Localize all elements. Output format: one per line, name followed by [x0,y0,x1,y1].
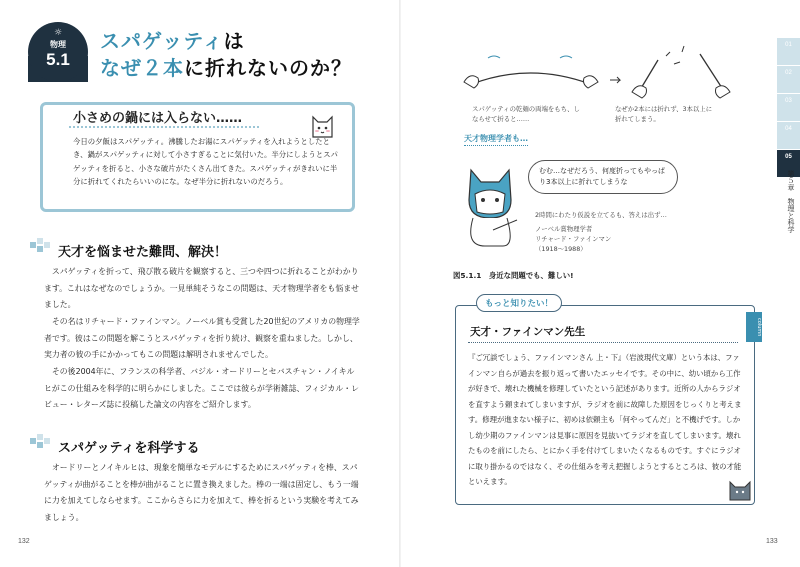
intro-heading: 小さめの鍋には入らない…… [73,111,243,126]
illustration-note: 2時間にわたり仮説を立てるも、答えは出ず… [535,211,667,219]
illustration-caption: スパゲッティの乾麺の両端をもち、しならせて折ると…… [472,105,580,123]
cat-icon [726,474,754,502]
intro-divider [69,126,259,128]
intro-body: 今日の夕飯はスパゲッティ。沸騰したお湯にスパゲッティを入れようとしたとき、鍋がスパゲッティに対して小さすぎることに気付いた。半分にしようとスパゲッティを折ると、小さな破片がたくさん出てきた。スパゲッティがきれいに半分に折れてくれたらいいのにな。なぜ半分に折れないのだろう。 [73,137,338,186]
column-tag: もっと知りたい！ [476,294,562,312]
chapter-tab[interactable]: 02 [777,66,800,94]
column-side-tab: column [746,312,762,342]
hands-icon [460,44,750,104]
title-part: は [223,29,245,53]
chapter-tab[interactable]: 01 [777,38,800,66]
title-part: 折れないのか？ [205,56,352,80]
column-divider [468,342,738,343]
paragraph: スパゲッティを折って、飛び散る破片を観察すると、三つや四つに折れることがわかります。これはなぜなのでしょうか。一見単純そうなこの問題は、天才物理学者をも悩ませました。 [44,267,359,309]
dots-decoration [28,432,56,452]
section-heading: 天才を悩ませた難問、解決！ [58,245,228,260]
paragraph: オードリーとノイキルヒは、現象を簡単なモデルにするためにスパゲッティを棒、スパゲッティが曲がることを棒が曲がることに置き換えました。棒の一端は固定し、もう一端に力を加えてしならせます。ここからさらに力を加えて、棒を折るという実験を考えてみましょう。 [44,463,359,522]
page-number: 132 [18,538,30,545]
dots-decoration [28,236,56,256]
stamp-label: 天才物理学者も… [464,133,528,146]
badge-number: 5.1 [46,50,70,69]
column-body: 『ご冗談でしょう、ファインマンさん 上・下』（岩波現代文庫）という本は、ファインマン自らが過去を振り返って書いたエッセイです。その中に、幼い頃から工作が好きで、壊れた機械を修理していたという記述があります。近所の人からラジオを直すよう頼まれてしまいますが、ラジオを前に故障した原因をじっくりと考えます。修理が進まない様子に、初めは依頼主も「何やってんだ」と不機げです。しかし幼少期のファインマンは見事に原因を見抜いてラジオを直してしまいます。壊れたものを前にしたら、とにかく手を付けてしまいたくなるものです。すぐにラジオに取り掛かるのではなく、その仕組みを考え把握しようとするところは、彼の才能といえます。 [468,353,742,486]
badge-category: 物理 [50,40,66,49]
person-note: ノーベル賞物理学者 リチャード・ファインマン （1918～1988） [535,225,612,253]
cat-icon [455,160,525,250]
illustration-caption: なぜか2本には折れず、3本以上に折れてしまう。 [615,105,713,123]
figure-caption: 図5.1.1 身近な問題でも、難しい! [453,271,574,280]
paragraph: その後2004年に、フランスの科学者、バジル・オードリーとセバスチャン・ノイキルヒがこの仕組みを科学的に明らかにしました。ここでは彼らが学術雑誌、フィジカル・レビュー・レターズ誌に投稿した論文の内容をご紹介します。 [44,367,359,409]
chapter-label: 第５章 物理と科学 [787,170,795,233]
chapter-tab[interactable]: 04 [777,122,800,150]
page-number: 133 [766,538,778,545]
section-heading: スパゲッティを科学する [58,441,200,456]
column-box [455,299,762,505]
lightbulb-icon: ☼ [53,28,63,38]
paragraph: その名はリチャード・ファインマン。ノーベル賞も受賞した20世紀のアメリカの物理学者です。彼はこの問題を解こうとスパゲッティを折り続け、観察を重ねました。しかし、実力者の彼の手にかかってもこの問題は解明されませんでした。 [44,317,360,359]
title-part: スパゲッティ [100,29,224,53]
section-badge [28,22,88,82]
column-title: 天才・ファインマン先生 [470,326,586,338]
title-part: なぜ２本 [100,56,184,80]
title-part: に [184,56,205,80]
page-title [100,28,352,82]
intro-box [40,102,355,212]
chapter-tabs [777,38,800,178]
right-page [400,0,800,567]
speech-bubble: むむ…なぜだろう、何度折ってもやっぱり3本以上に折れてしまうな [528,160,678,194]
chapter-tab-active[interactable]: 05 [777,150,800,178]
chapter-tab[interactable]: 03 [777,94,800,122]
